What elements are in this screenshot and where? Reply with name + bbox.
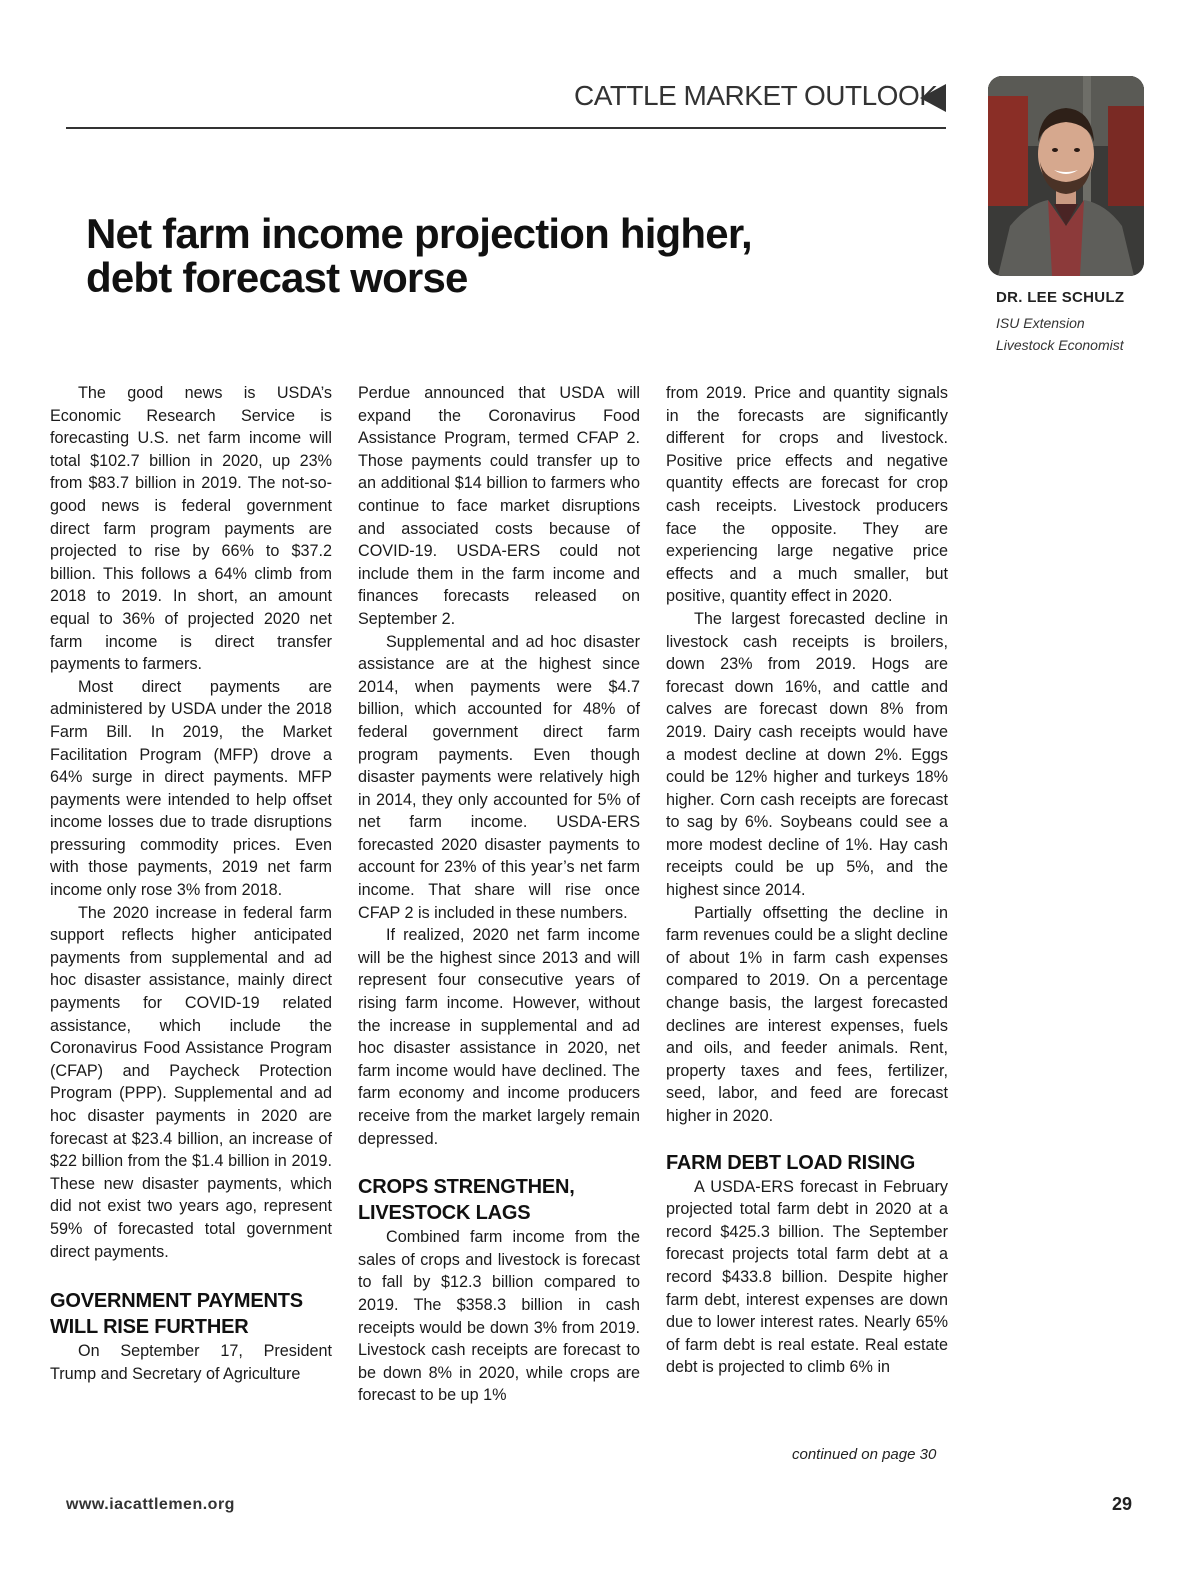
author-title: ISU Extension Livestock Economist [996, 315, 1124, 353]
subheading-farm-debt: FARM DEBT LOAD RISING [666, 1151, 916, 1174]
paragraph: The 2020 increase in federal farm support reflects higher anticipated payments from supplemental and ad hoc disaster assistance, mainly direct payments for COVID-19 related assistance, which include the Coronavirus Food Assistance Program (CFAP) and Paycheck Protection Program (PPP). Supplemental and ad hoc disaster payments in 2020 are forecast at $23.4 billion, an increase of $22 billion from the $1.4 billion in 2019. These new disaster payments, which did not exist two years ago, represent 59% of forecasted total government direct payments. [50, 903, 332, 1261]
paragraph: Combined farm income from the sales of crops and livestock is forecast to fall by $12.3 billion compared to 2019. The $358.3 billion in cash receipts would be down 3% from 2019. Livestock cash receipts are forecast to be down 8% in 2020, while crops are forecast to be up 1% [358, 1228, 640, 1405]
footer-url: www.iacattlemen.org [66, 1496, 235, 1513]
paragraph: A USDA-ERS forecast in February projected total farm debt in 2020 at a record $425.3 billion. The September forecast projects total farm debt at a record $433.8 billion. Despite higher farm debt, interest expenses are down due to lower interest rates. Nearly 65% of farm debt is real estate. Real estate debt is projected to climb 6% in [666, 1177, 948, 1377]
subheading-crops-strengthen [358, 1174, 640, 1226]
subheading-line-2: WILL RISE FURTHER [50, 1316, 249, 1339]
subheading-government-payments [50, 1288, 332, 1340]
continued-note: continued on page 30 [792, 1446, 937, 1463]
paragraph: If realized, 2020 net farm income will be the highest since 2013 and will represent four consecutive years of rising farm income. However, without the increase in supplemental and ad hoc disaster assistance in 2020, net farm income would have declined. The farm economy and income producers receive from the market largely remain depressed. [358, 926, 640, 1148]
article-column-1 [50, 382, 332, 1385]
paragraph: Perdue announced that USDA will expand the Coronavirus Food Assistance Program, termed CFAP 2. Those payments could transfer up to an additional $14 billion to farmers who continue to face market disruptions and associated costs because of COVID-19. USDA-ERS could not include them in the farm income and finances forecasts released on September 2. [358, 384, 640, 628]
paragraph: On September 17, President Trump and Secretary of Agriculture [50, 1342, 332, 1383]
subheading-line-1: GOVERNMENT PAYMENTS [50, 1290, 303, 1313]
article-headline [86, 212, 846, 300]
author-name: DR. LEE SCHULZ [996, 289, 1125, 306]
article-column-2 [358, 382, 640, 1407]
paragraph: Most direct payments are administered by USDA under the 2018 Farm Bill. In 2019, the Market Facilitation Program (MFP) drove a 64% surge in direct payments. MFP payments were intended to help offset income losses due to trade disruptions pressuring commodity prices. Even with those payments, 2019 net farm income only rose 3% from 2018. [50, 677, 332, 900]
author-photo [988, 76, 1144, 276]
paragraph: from 2019. Price and quantity signals in the forecasts are significantly different for crops and livestock. Positive price effects and negative quantity effects are forecast for crop cash receipts. Livestock producers face the opposite. They are experiencing large negative price effects and a much smaller, but positive, quantity effect in 2020. [666, 384, 948, 606]
headline-line-2: debt forecast worse [86, 254, 468, 301]
paragraph: The largest forecasted decline in livestock cash receipts is broilers, down 23% from 2019. Hogs are forecast down 16%, and cattle and calves are forecast down 8% from 2019. Dairy cash receipts would have a modest decline at down 2%. Eggs could be 12% higher and turkeys 18% higher. Corn cash receipts are forecast to sag by 6%. Soybeans could see a more modest decline of 1%. Hay cash receipts could be up 5%, and the highest since 2014. [666, 609, 948, 900]
paragraph: The good news is USDA’s Economic Research Service is forecasting U.S. net farm income will total $102.7 billion in 2020, up 23% from $83.7 billion in 2019. The not-so-good news is federal government direct farm program payments are projected to rise by 66% to $37.2 billion. This follows a 64% climb from 2018 to 2019. In short, an amount equal to 36% of projected 2020 net farm income is direct transfer payments to farmers. [50, 384, 332, 674]
section-header: CATTLE MARKET OUTLOOK [574, 80, 938, 111]
subheading-line-2: LIVESTOCK LAGS [358, 1202, 531, 1225]
section-arrow-icon [920, 84, 946, 112]
article-column-3 [666, 382, 948, 1379]
paragraph: Partially offsetting the decline in farm revenues could be a slight decline of about 1% in farm cash expenses compared to 2019. On a percentage change basis, the largest forecasted declines are interest expenses, fuels and oils, and feeder animals. Rent, property taxes and fees, fertilizer, seed, labor, and feed are forecast higher in 2020. [666, 903, 948, 1125]
header-rule [66, 127, 946, 129]
subheading-line-1: CROPS STRENGTHEN, [358, 1176, 575, 1199]
page-number: 29 [1112, 1494, 1133, 1514]
paragraph: Supplemental and ad hoc disaster assistance are at the highest since 2014, when payments were $4.7 billion, which accounted for 48% of federal government direct farm program payments. Even though disaster payments were relatively high in 2014, they only accounted for 5% of net farm income. USDA-ERS forecasted 2020 disaster payments to account for 23% of this year’s net farm income. That share will rise once CFAP 2 is included in these numbers. [358, 632, 640, 922]
headline-line-1: Net farm income projection higher, [86, 210, 752, 257]
